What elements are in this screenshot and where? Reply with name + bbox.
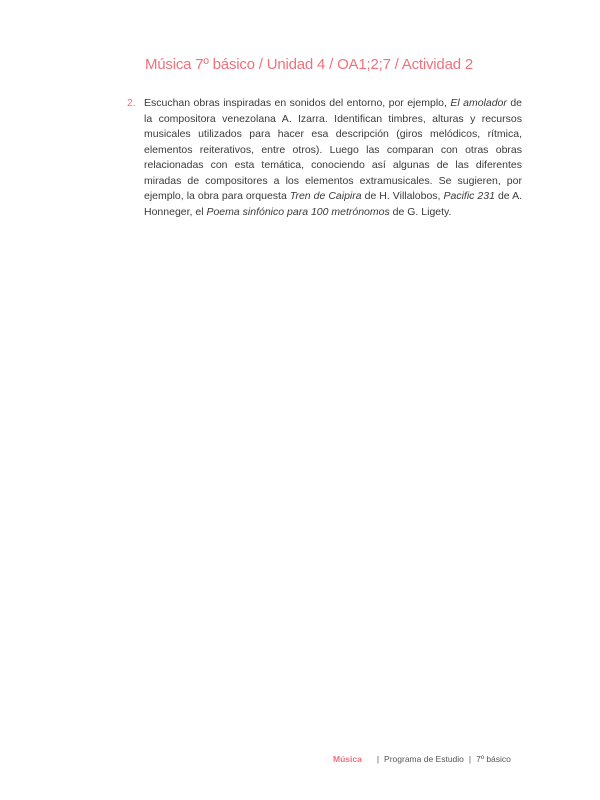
work-title: El amolador bbox=[450, 97, 507, 109]
activity-item bbox=[127, 96, 522, 220]
page-footer bbox=[333, 754, 511, 764]
footer-separator: | bbox=[376, 754, 380, 764]
footer-separator: | bbox=[468, 754, 472, 764]
footer-subject: Música bbox=[333, 754, 362, 764]
activity-text-segment: de A. Honneger, el bbox=[144, 190, 522, 218]
page-title: Música 7º básico / Unidad 4 / OA1;2;7 / Actividad 2 bbox=[145, 56, 473, 73]
footer-program: Programa de Estudio bbox=[384, 754, 464, 764]
work-title: Pacific 231 bbox=[443, 190, 495, 202]
work-title: Poema sinfónico para 100 metrónomos bbox=[206, 205, 390, 218]
activity-text-segment: Escuchan obras inspiradas en sonidos del entorno, por ejemplo, bbox=[144, 97, 451, 109]
activity-text-segment: de G. Ligety. bbox=[389, 205, 452, 218]
activity-text-segment: de la compositora venezolana A. Izarra. Identifican timbres, alturas y recursos musicales utilizados para hacer esa descripción (giros melódicos, rítmica, elementos reiterativos, entre otros). Luego las comparan con otras obras relacionadas con esta temática, conociendo así algunas de las diferentes miradas de compositores a los elementos extramusicales. Se sugieren, por ejemplo, la obra para orquesta bbox=[144, 97, 522, 202]
activity-text-segment: de H. Villalobos, bbox=[361, 190, 444, 202]
activity-text bbox=[144, 96, 522, 220]
activity-number: 2. bbox=[127, 97, 136, 109]
footer-grade: 7º básico bbox=[476, 754, 511, 764]
work-title: Tren de Caipira bbox=[289, 190, 362, 202]
